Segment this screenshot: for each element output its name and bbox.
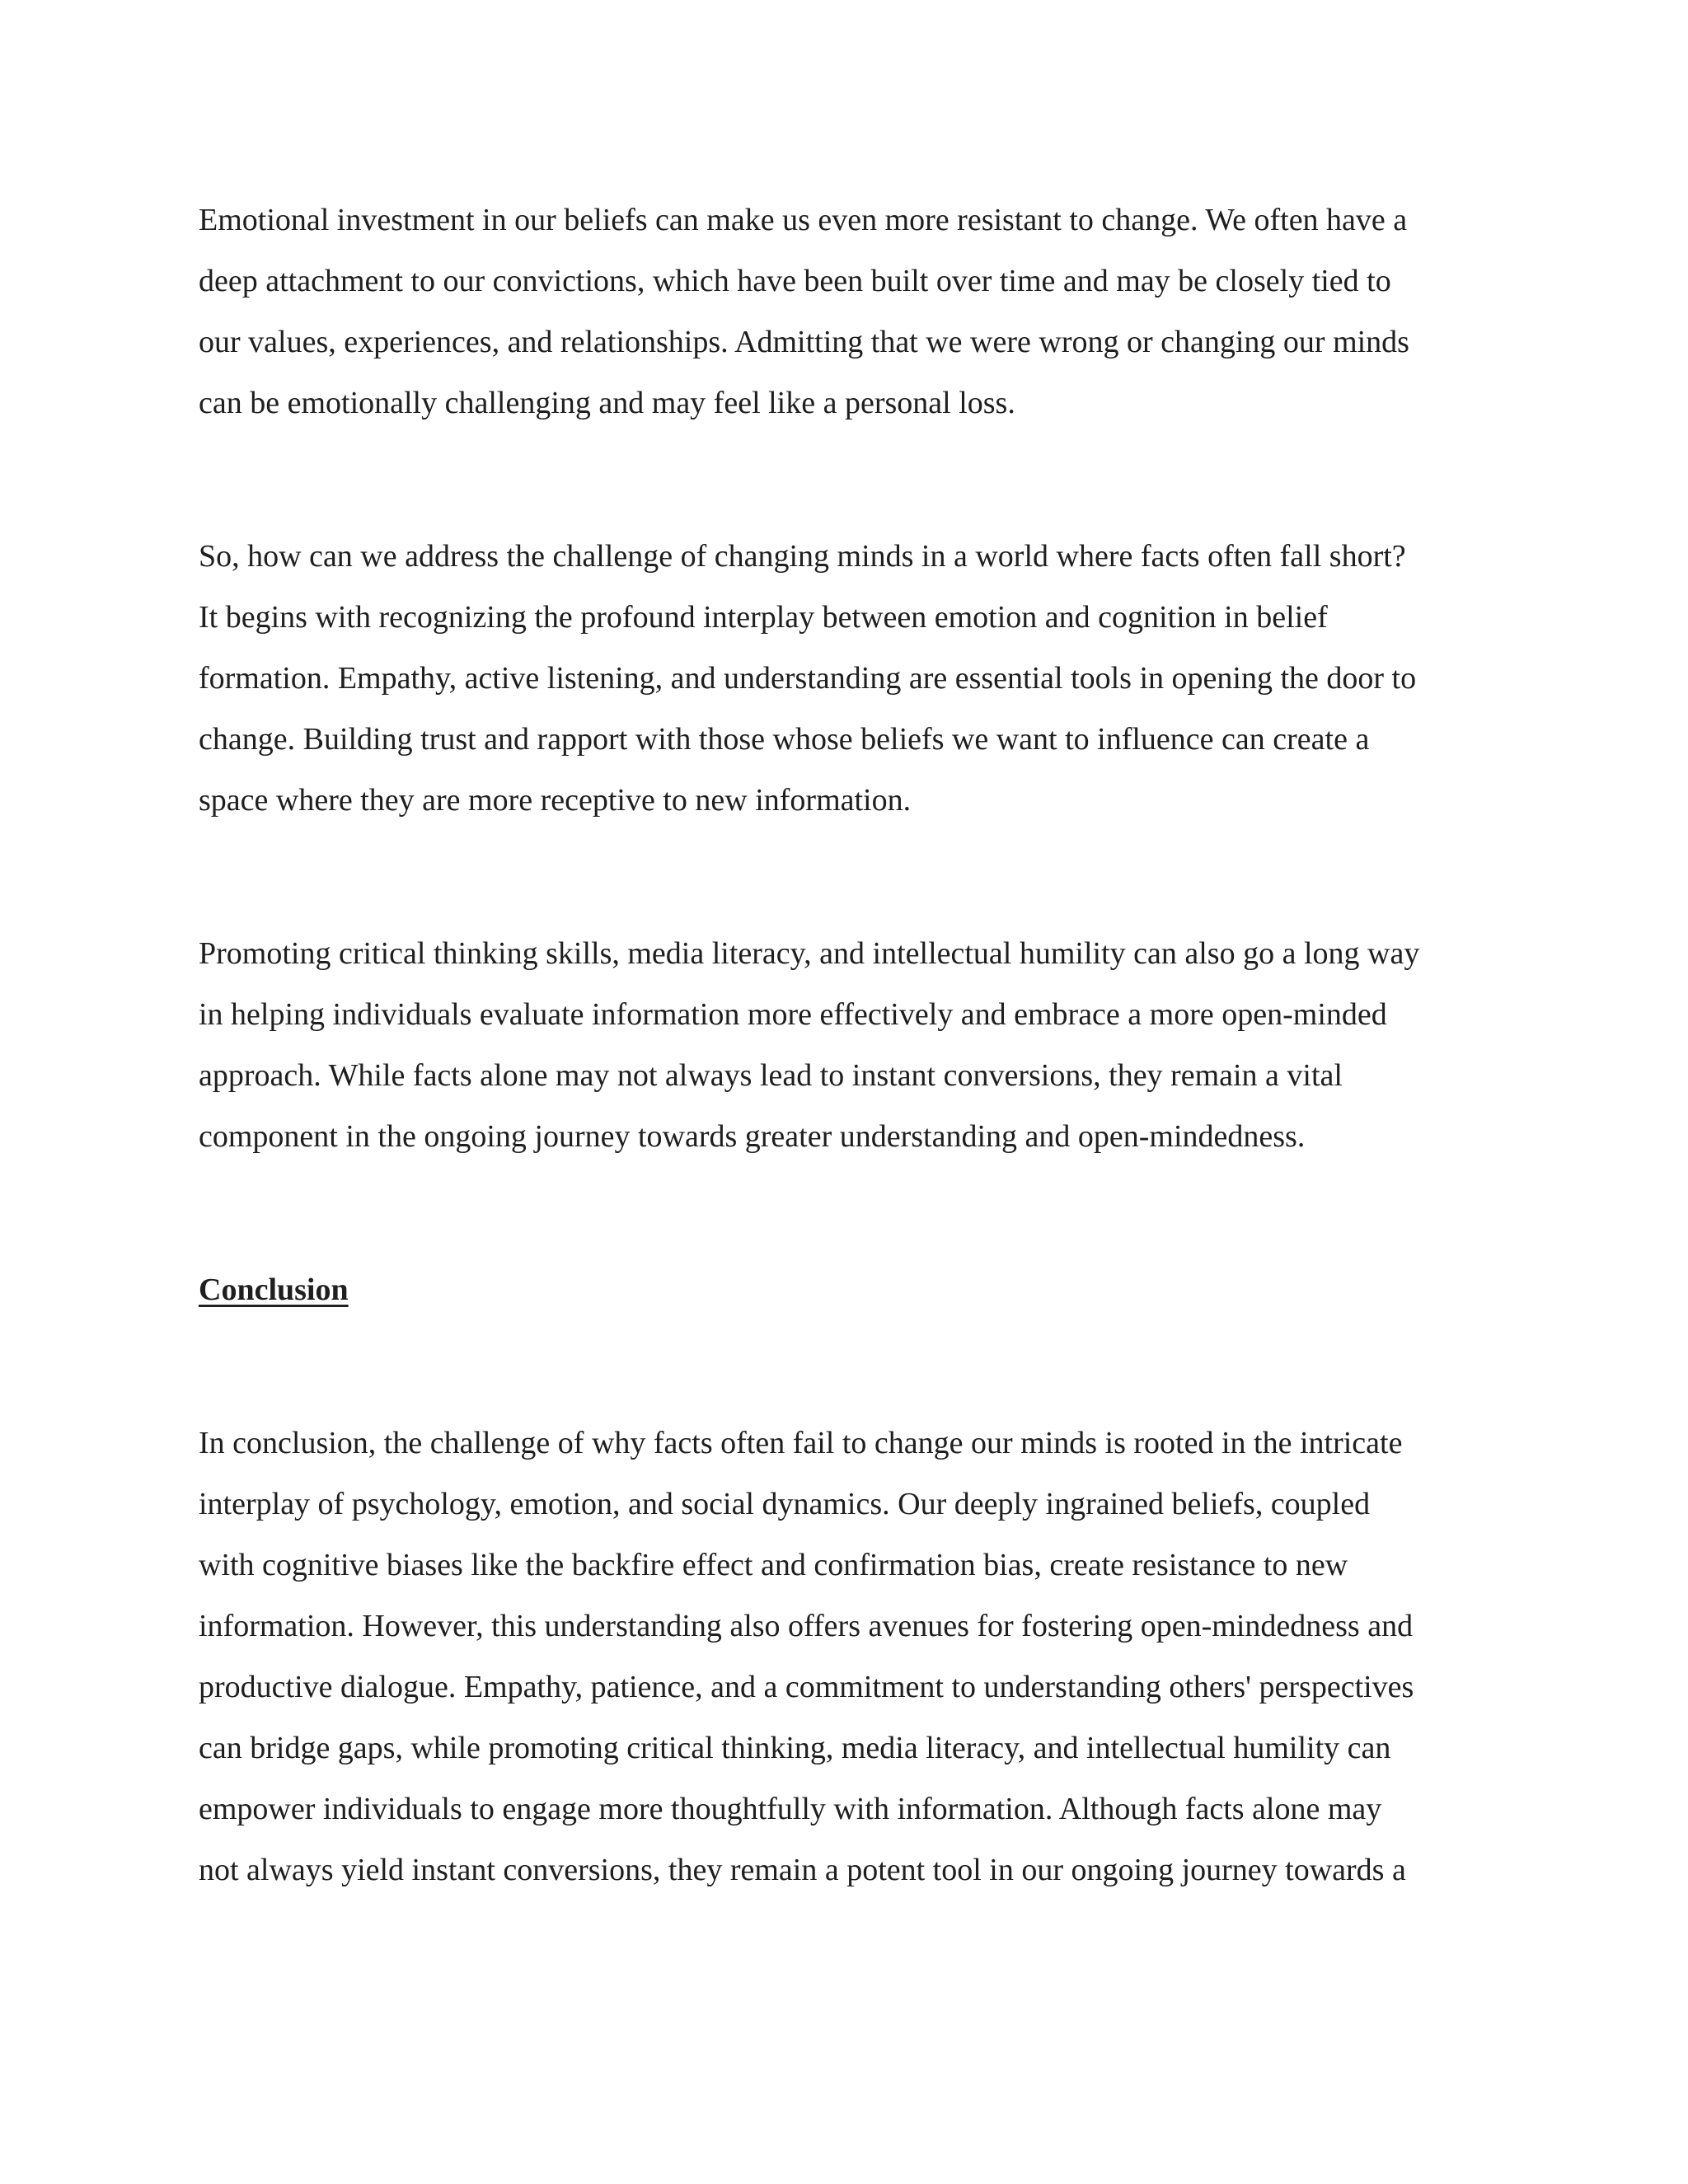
paragraph-line: component in the ongoing journey towards greater understanding and open-mindedness.: [199, 1119, 1306, 1154]
paragraph-conclusion: [199, 1413, 1501, 1900]
paragraph-emotional-investment: [199, 190, 1501, 434]
paragraph-line: productive dialogue. Empathy, patience, and a commitment to understanding others' perspectives: [199, 1670, 1414, 1704]
paragraph-line: empower individuals to engage more thoughtfully with information. Although facts alone may: [199, 1792, 1382, 1826]
paragraph-line: can bridge gaps, while promoting critical thinking, media literacy, and intellectual humility can: [199, 1731, 1391, 1765]
paragraph-spacer: [199, 1167, 1501, 1259]
paragraph-line: approach. While facts alone may not always lead to instant conversions, they remain a vital: [199, 1058, 1343, 1093]
section-heading-line: [199, 1259, 1501, 1320]
paragraph-line: change. Building trust and rapport with those whose beliefs we want to influence can create a: [199, 722, 1370, 757]
paragraph-line: So, how can we address the challenge of changing minds in a world where facts often fall short?: [199, 539, 1406, 574]
paragraph-line: deep attachment to our convictions, which have been built over time and may be closely tied to: [199, 264, 1391, 298]
section-heading-block: [199, 1259, 1501, 1320]
paragraph-line: interplay of psychology, emotion, and social dynamics. Our deeply ingrained beliefs, coupled: [199, 1487, 1371, 1521]
paragraph-spacer: [199, 1320, 1501, 1413]
paragraph-line: It begins with recognizing the profound interplay between emotion and cognition in belief: [199, 600, 1328, 635]
paragraph-line: In conclusion, the challenge of why facts often fail to change our minds is rooted in the intricate: [199, 1426, 1403, 1460]
section-heading: Conclusion: [199, 1272, 349, 1307]
paragraph-line: in helping individuals evaluate information more effectively and embrace a more open-minded: [199, 997, 1387, 1032]
paragraph-spacer: [199, 434, 1501, 526]
paragraph-changing-minds: [199, 526, 1501, 831]
paragraph-line: our values, experiences, and relationships. Admitting that we were wrong or changing our minds: [199, 325, 1409, 359]
paragraph-line: can be emotionally challenging and may feel like a personal loss.: [199, 386, 1015, 420]
paragraph-line: formation. Empathy, active listening, and understanding are essential tools in opening the door to: [199, 661, 1417, 696]
paragraph-line: information. However, this understanding also offers avenues for fostering open-mindedness and: [199, 1609, 1414, 1643]
paragraph-line: with cognitive biases like the backfire effect and confirmation bias, create resistance to new: [199, 1548, 1348, 1582]
paragraph-critical-thinking: [199, 923, 1501, 1167]
paragraph-line: space where they are more receptive to new information.: [199, 783, 912, 818]
paragraph-line: Emotional investment in our beliefs can make us even more resistant to change. We often have a: [199, 203, 1408, 237]
paragraph-line: Promoting critical thinking skills, media literacy, and intellectual humility can also go a long way: [199, 936, 1420, 971]
document-body: [199, 190, 1501, 1900]
paragraph-spacer: [199, 831, 1501, 923]
paragraph-line: not always yield instant conversions, they remain a potent tool in our ongoing journey towards a: [199, 1853, 1406, 1887]
